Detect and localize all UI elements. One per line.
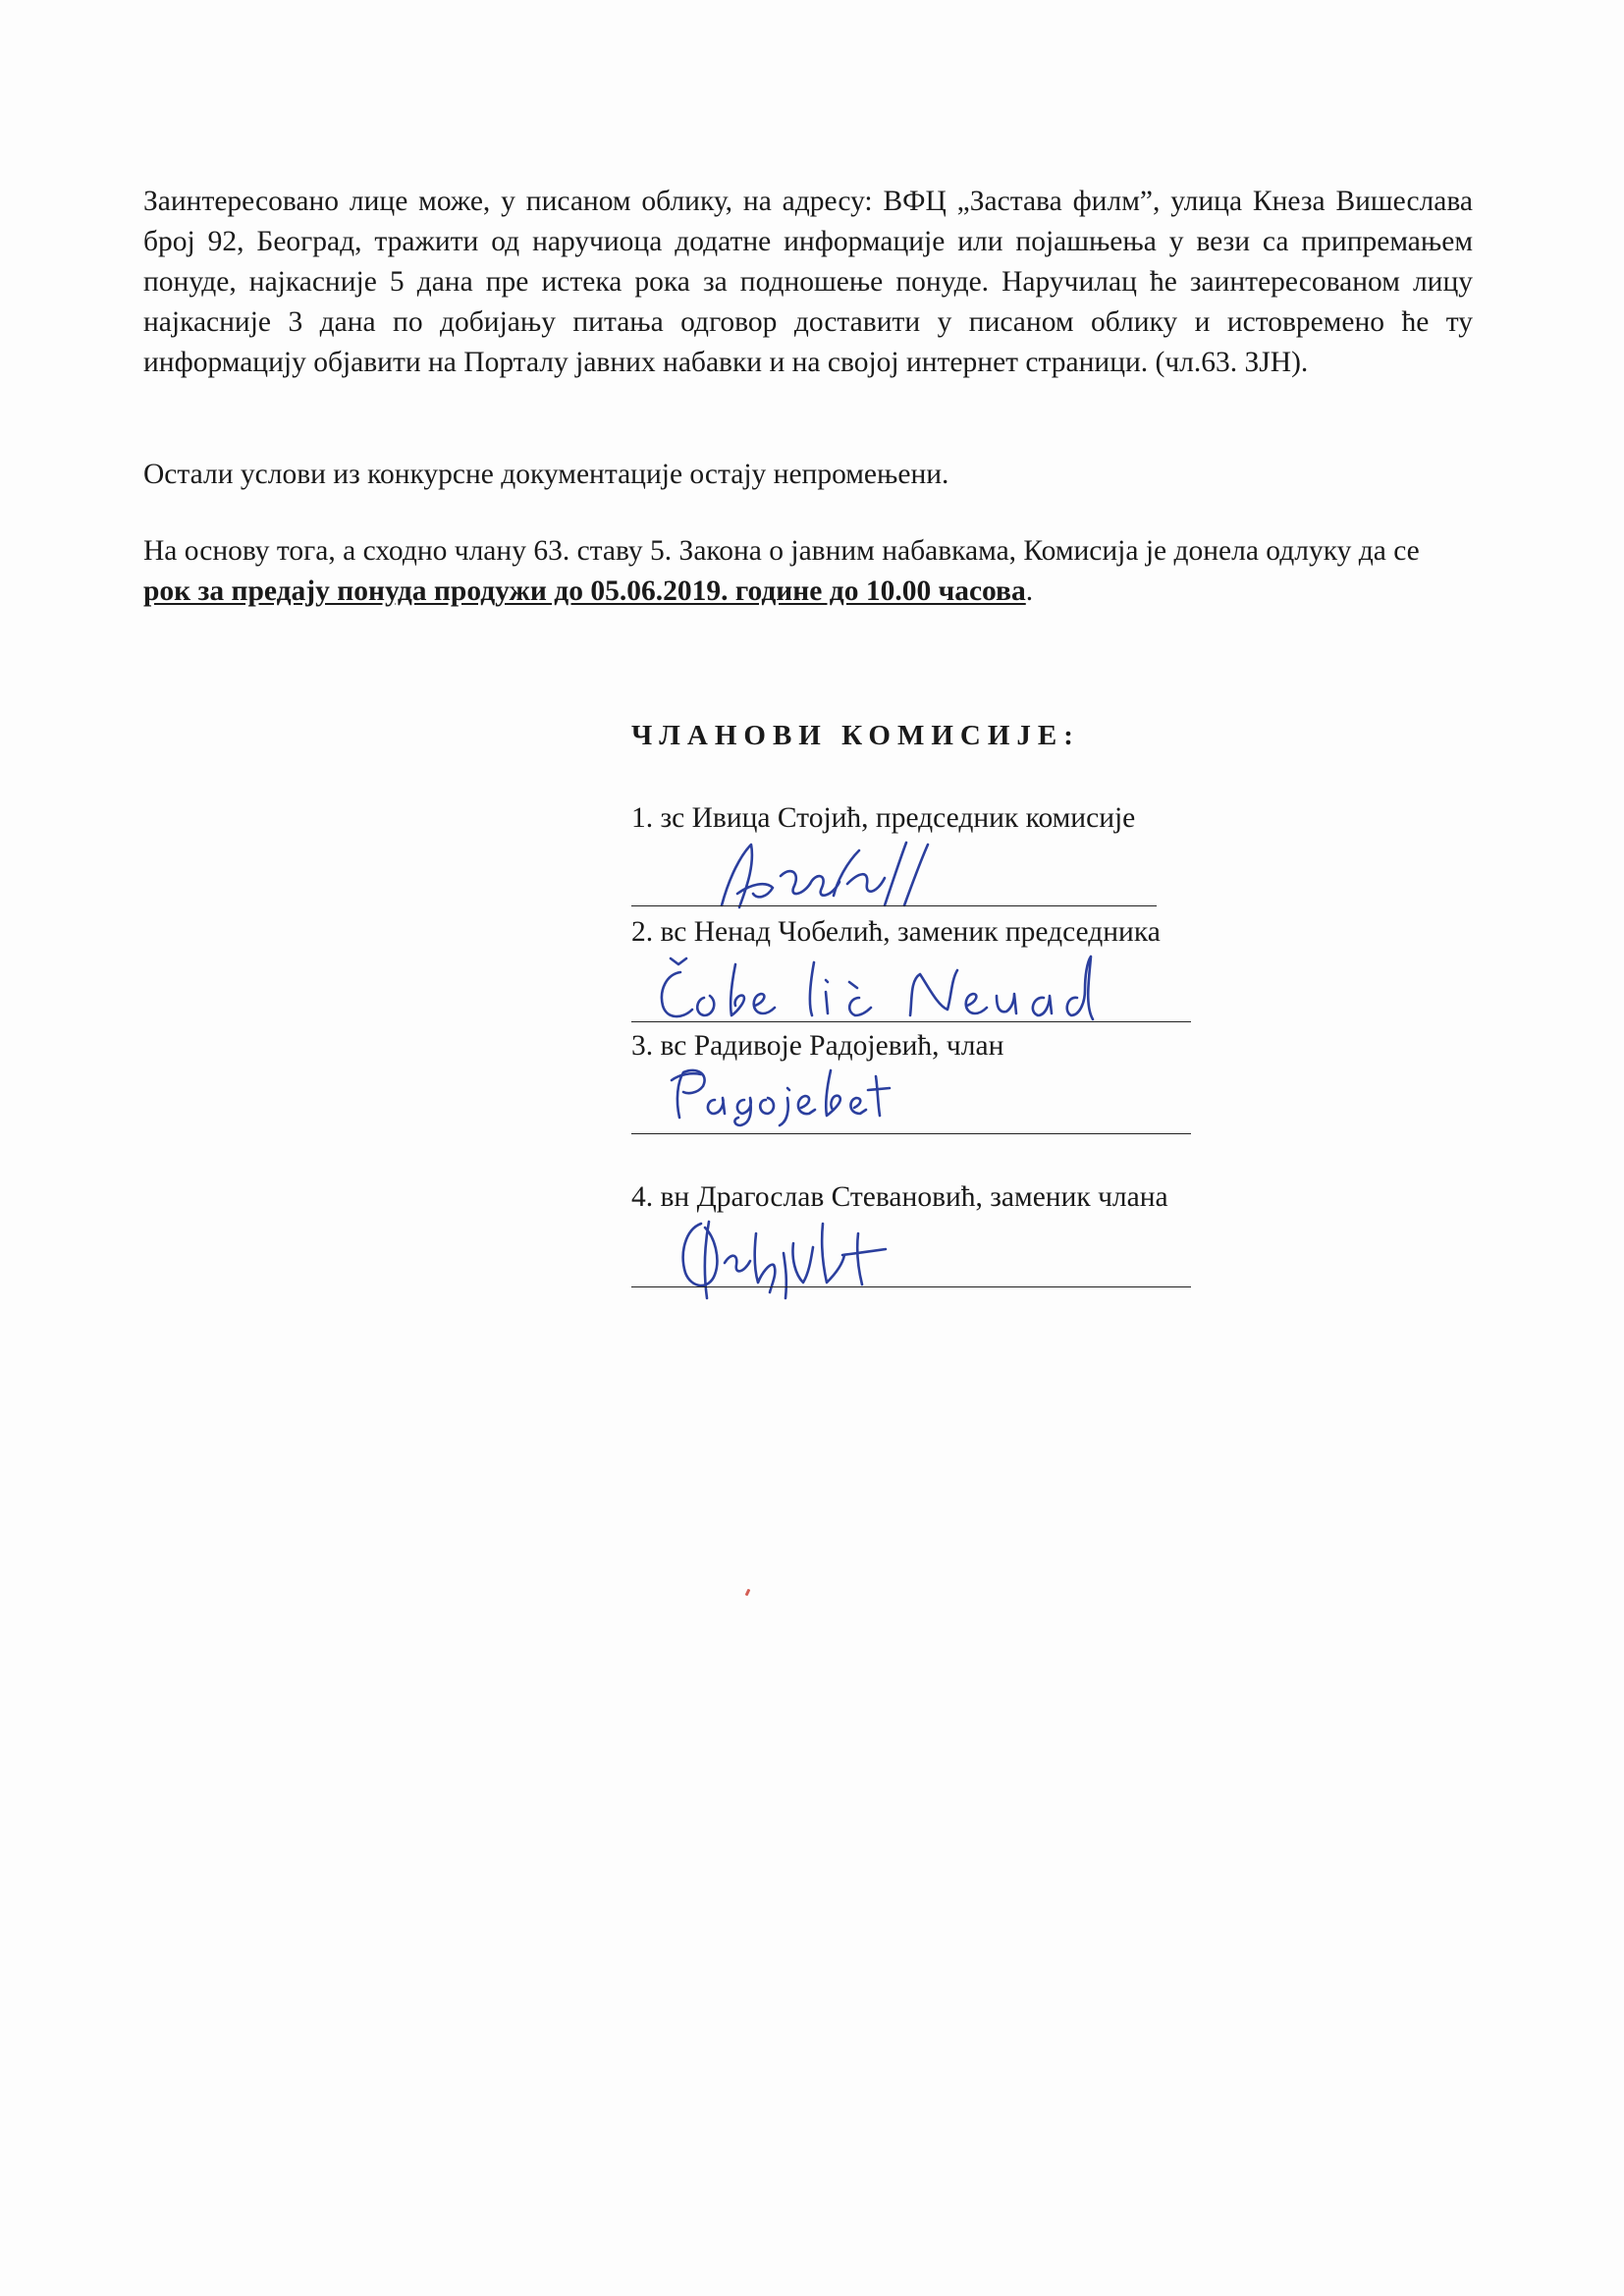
- commission-member-2: 2. вс Ненад Чобелић, заменик председника: [631, 916, 1161, 948]
- commission-member-1: 1. зс Ивица Стојић, председник комисије: [631, 802, 1136, 834]
- info-paragraph: Заинтересовано лице може, у писаном облику, на адресу: ВФЦ „Застава филм”, улица Кнеза Вишеслава број 92, Београд, тражити од наручиоца додатне информације или појашњења у вези са припремањем понуде, најкасније 5 дана пре истека рока за подношење понуде. Наручилац ће заинтересованом лицу најкасније 3 дана по добијању питања одговор доставити у писаном облику и истовремено ће ту информацију објавити на Порталу јавних набавки и на својој интернет страници. (чл.63. ЗЈН).: [143, 186, 1473, 378]
- decision-end-text: .: [1025, 575, 1034, 607]
- commission-member-3: 3. вс Радивоје Радојевић, члан: [631, 1030, 1004, 1062]
- signature-line-4: [631, 1286, 1191, 1287]
- commission-member-4: 4. вн Драгослав Стевановић, заменик члана: [631, 1181, 1168, 1213]
- paper-speck: [745, 1589, 751, 1597]
- signature-member-3: [668, 1061, 903, 1129]
- decision-lead-text: На основу тога, а сходно члану 63. ставу 5. Закона о јавним набавкама, Комисија је донела одлуку да се: [143, 535, 1420, 567]
- signature-line-1: [631, 905, 1157, 906]
- signature-member-2: [653, 951, 1105, 1029]
- deadline-extension-text: рок за предају понуда продужи до 05.06.2019. године до 10.00 часова: [143, 575, 1026, 607]
- commission-heading: ЧЛАНОВИ КОМИСИЈЕ:: [631, 720, 1080, 751]
- signature-line-2: [631, 1021, 1191, 1022]
- conditions-paragraph: Остали услови из конкурсне документације остају непромењени.: [143, 459, 949, 490]
- decision-paragraph: [143, 531, 1473, 612]
- signature-line-3: [631, 1133, 1191, 1134]
- signature-member-1: [712, 837, 938, 915]
- signature-member-4: [676, 1204, 901, 1312]
